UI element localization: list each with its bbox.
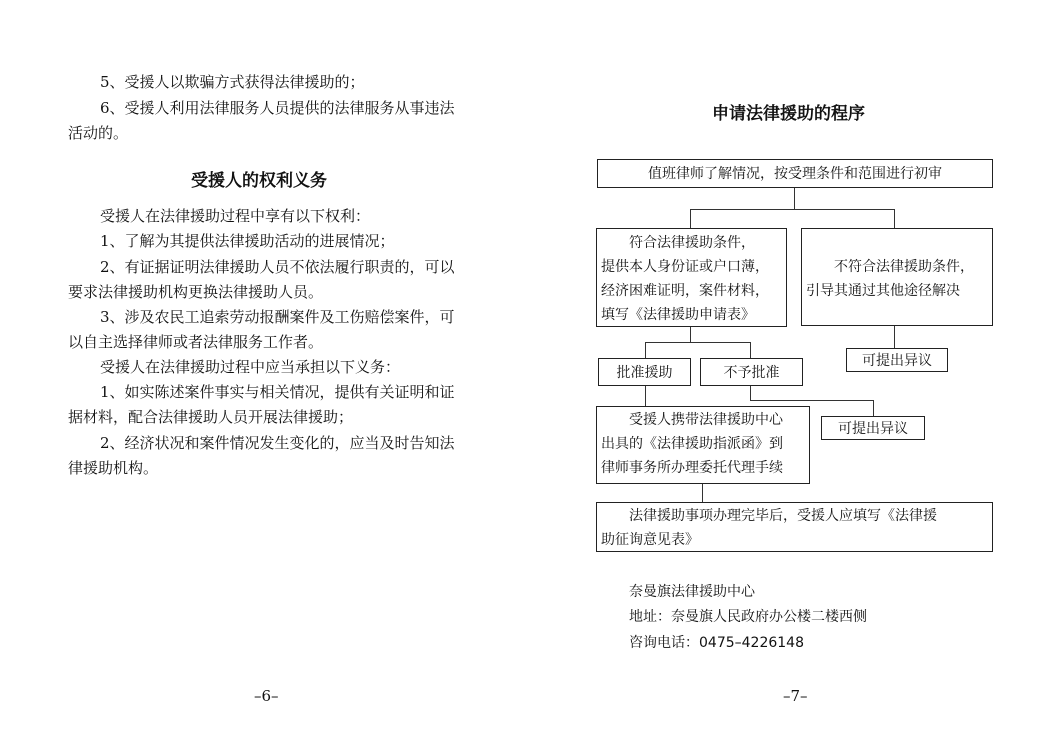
page-number: –7–	[783, 687, 808, 705]
flow-line: 出具的《法律援助指派函》到	[601, 436, 783, 452]
contact-address: 地址：奈曼旗人民政府办公楼二楼西侧	[629, 609, 867, 625]
flow-line: 受援人携带法律援助中心	[629, 412, 783, 428]
flow-box-dispatch	[596, 406, 810, 484]
page-number: –6–	[254, 687, 279, 705]
flow-line: 填写《法律援助申请表》	[601, 307, 755, 323]
section-title: 受援人的权利义务	[191, 171, 327, 191]
flow-box-approve	[598, 358, 691, 386]
flow-box-objection-reject	[821, 416, 925, 440]
flow-step-text: 可提出异议	[862, 353, 932, 369]
connector-line	[750, 400, 874, 401]
connector-line	[645, 385, 646, 406]
paragraph: 5、受援人以欺骗方式获得法律援助的；	[100, 73, 365, 91]
contact-org: 奈曼旗法律援助中心	[629, 584, 755, 600]
connector-line	[894, 209, 895, 229]
connector-line	[690, 209, 895, 210]
flow-box-ineligible	[801, 228, 993, 326]
flow-line: 提供本人身份证或户口薄，	[601, 259, 769, 275]
page-title: 申请法律援助的程序	[712, 104, 865, 124]
connector-line	[702, 483, 703, 502]
flow-line: 律师事务所办理委托代理手续	[601, 460, 783, 476]
connector-line	[690, 327, 691, 342]
paragraph: 受援人在法律援助过程中享有以下权利：	[100, 207, 371, 225]
connector-line	[645, 342, 646, 358]
connector-line	[873, 400, 874, 416]
flow-line: 不符合法律援助条件，	[834, 259, 974, 275]
flow-step-text: 批准援助	[616, 365, 673, 381]
paragraph: 1、了解为其提供法律援助活动的进展情况；	[100, 232, 395, 250]
paragraph: 6、受援人利用法律服务人员提供的法律服务从事违法活动的。	[68, 99, 455, 142]
flow-line: 法律援助事项办理完毕后，受援人应填写《法律援	[629, 508, 937, 524]
flow-box-reject	[700, 358, 803, 386]
flow-box-eligible	[596, 228, 787, 327]
paragraph: 1、如实陈述案件事实与相关情况，提供有关证明和证据材料，配合法律援助人员开展法律援助；	[68, 383, 455, 426]
connector-line	[645, 342, 751, 343]
connector-line	[894, 326, 895, 348]
connector-line	[794, 188, 795, 209]
paragraph: 2、有证据证明法律援助人员不依法履行职责的，可以要求法律援助机构更换法律援助人员。	[68, 258, 455, 301]
flow-box-objection	[846, 348, 948, 372]
flow-line: 符合法律援助条件，	[629, 235, 755, 251]
flow-step-text: 值班律师了解情况，按受理条件和范围进行初审	[648, 166, 942, 182]
flow-line: 引导其通过其他途径解决	[806, 283, 960, 299]
paragraph: 受援人在法律援助过程中应当承担以下义务：	[100, 358, 401, 376]
flow-line: 经济困难证明，案件材料，	[601, 283, 769, 299]
flow-step-text: 不予批准	[723, 365, 780, 381]
connector-line	[750, 342, 751, 358]
connector-line	[750, 385, 751, 400]
connector-line	[690, 209, 691, 229]
paragraph: 2、经济状况和案件情况发生变化的，应当及时告知法律援助机构。	[68, 434, 455, 477]
flow-box-final	[596, 502, 993, 552]
paragraph: 3、涉及农民工追索劳动报酬案件及工伤赔偿案件，可以自主选择律师或者法律服务工作者。	[68, 308, 455, 351]
flow-line: 助征询意见表》	[601, 532, 699, 548]
flow-step-text: 可提出异议	[838, 421, 908, 437]
flow-step-initial-review	[597, 159, 993, 188]
contact-phone: 咨询电话：0475–4226148	[629, 635, 804, 651]
